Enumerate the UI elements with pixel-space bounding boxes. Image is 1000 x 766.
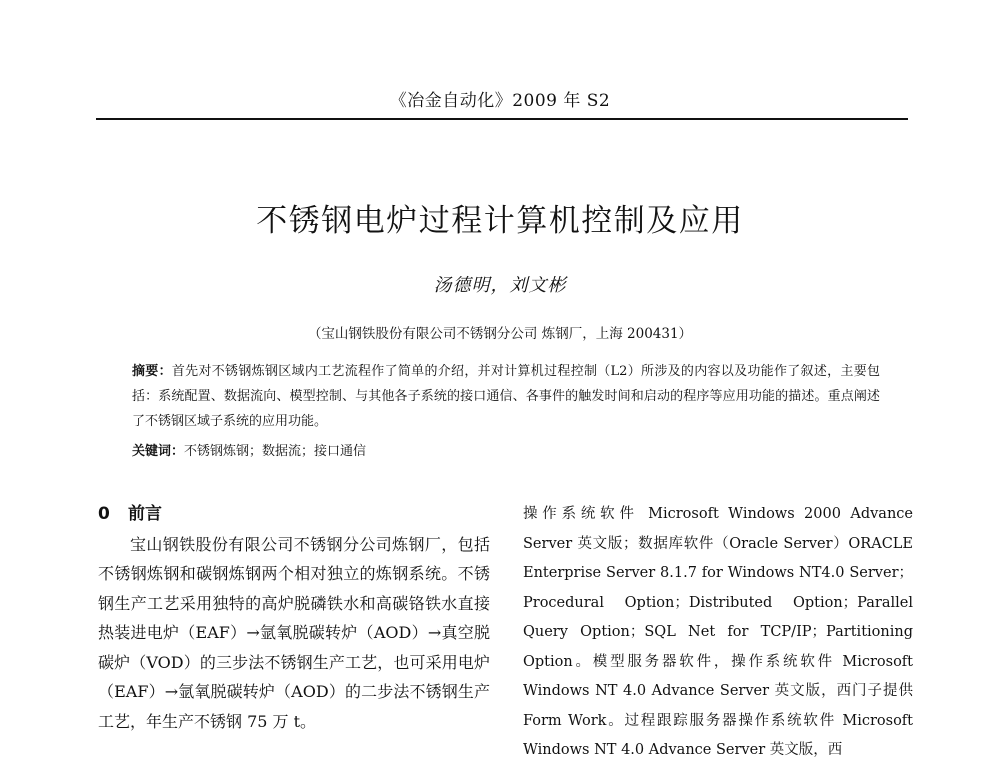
intro-paragraph: 宝山钢铁股份有限公司不锈钢分公司炼钢厂，包括不锈钢炼钢和碳钢炼钢两个相对独立的炼钢系统。不锈钢生产工艺采用独特的高炉脱磷铁水和高碳铬铁水直接热装进电炉（EAF）→氩氧脱碳转炉（AOD）→真空脱碳炉（VOD）的三步法不锈钢生产工艺，也可采用电炉（EAF）→氩氧脱碳转炉（AOD）的二步法不锈钢生产工艺，年生产不锈钢 75 万 t。 <box>98 534 490 731</box>
left-column <box>98 500 490 736</box>
journal-header: 《冶金自动化》2009 年 S2 <box>389 91 611 111</box>
section-number: 0 <box>98 504 110 524</box>
header-rule <box>96 118 908 120</box>
article-title: 不锈钢电炉过程计算机控制及应用 <box>256 203 744 239</box>
article-affiliation: （宝山钢铁股份有限公司不锈钢分公司 炼钢厂，上海 200431） <box>307 326 693 342</box>
right-column <box>523 500 913 766</box>
abstract-text: 首先对不锈钢炼钢区域内工艺流程作了简单的介绍，并对计算机过程控制（L2）所涉及的内容以及功能作了叙述，主要包括：系统配置、数据流向、模型控制、与其他各子系统的接口通信、各事件的触发时间和启动的程序等应用功能的描述。重点阐述了不锈钢区域子系统的应用功能。 <box>132 364 880 429</box>
keywords <box>132 441 880 463</box>
section-title: 前言 <box>128 504 162 524</box>
abstract-label: 摘要： <box>132 364 172 379</box>
right-column-text: 操作系统软件 Microsoft Windows 2000 Advance Server 英文版；数据库软件（Oracle Server）ORACLE Enterprise Server 8.1.7 for Windows NT4.0 Server；Procedural Option；Distributed Option；Parallel Query Option；SQL Net for TCP/IP；Partitioning Option。模型服务器软件，操作系统软件 Microsoft Windows NT 4.0 Advance Server 英文版，西门子提供 Form Work。过程跟踪服务器操作系统软件 Microsoft Windows NT 4.0 Advance Server 英文版，西 <box>523 506 913 758</box>
section-heading <box>98 500 490 530</box>
article-authors: 汤德明，刘文彬 <box>433 275 567 296</box>
abstract <box>132 359 880 434</box>
keywords-label: 关键词： <box>132 444 185 459</box>
keywords-text: 不锈钢炼钢；数据流；接口通信 <box>184 444 367 459</box>
